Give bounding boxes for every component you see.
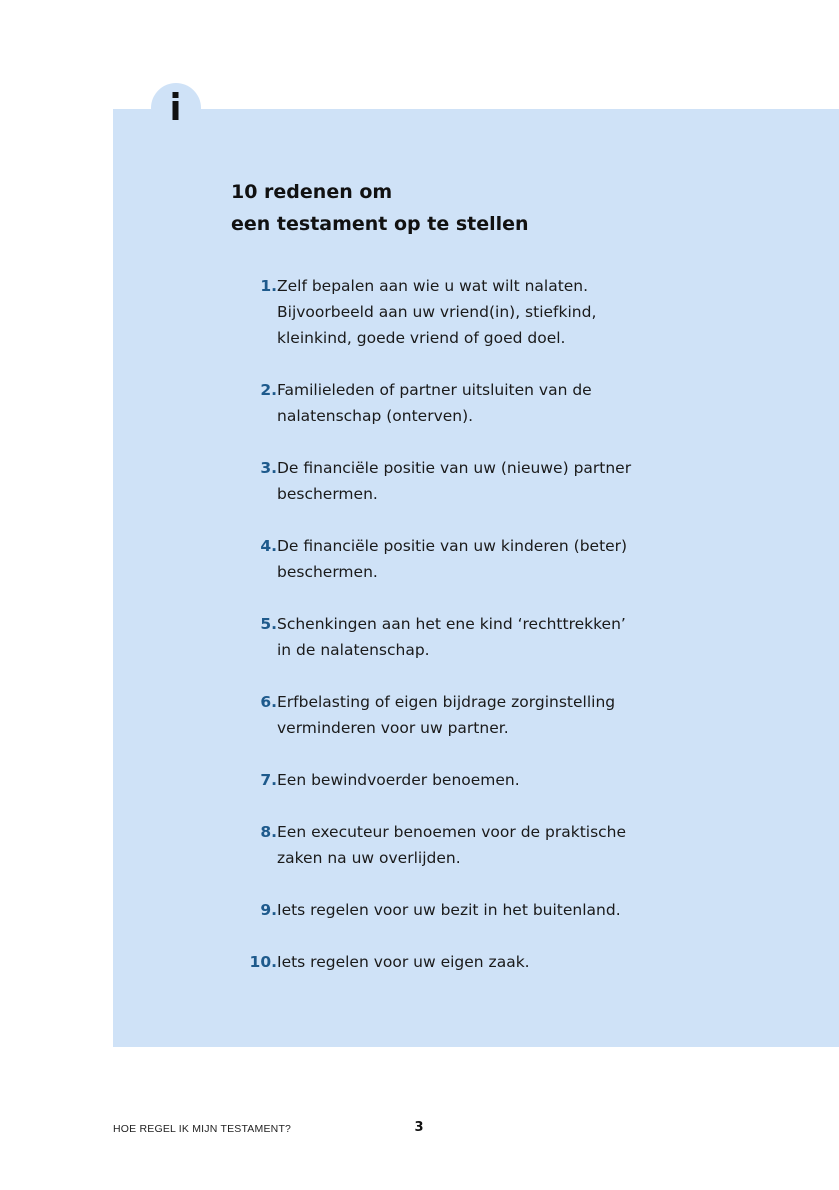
reason-line: Een executeur benoemen voor de praktische bbox=[277, 823, 627, 841]
reason-line: Iets regelen voor uw bezit in het buitenland. bbox=[277, 901, 621, 919]
info-box-title bbox=[231, 176, 529, 240]
reason-number: 9. bbox=[260, 901, 277, 919]
reason-line: kleinkind, goede vriend of goed doel. bbox=[277, 329, 566, 347]
info-badge bbox=[151, 83, 201, 133]
reason-line: beschermen. bbox=[277, 563, 378, 581]
reason-line: zaken na uw overlijden. bbox=[277, 849, 461, 867]
reason-text bbox=[277, 273, 645, 351]
reason-item bbox=[225, 767, 645, 793]
reason-line: Schenkingen aan het ene kind ‘rechttrekken’ bbox=[277, 615, 626, 633]
reason-item bbox=[225, 819, 645, 871]
reason-number: 2. bbox=[260, 381, 277, 399]
reason-line: verminderen voor uw partner. bbox=[277, 719, 509, 737]
reason-item bbox=[225, 533, 645, 585]
reason-item bbox=[225, 273, 645, 351]
reason-number: 5. bbox=[260, 615, 277, 633]
reason-line: De financiële positie van uw (nieuwe) partner bbox=[277, 459, 632, 477]
reason-text bbox=[277, 689, 645, 741]
reason-line: Bijvoorbeeld aan uw vriend(in), stiefkind, bbox=[277, 303, 597, 321]
reason-item bbox=[225, 897, 645, 923]
reason-text bbox=[277, 767, 645, 793]
reason-line: Zelf bepalen aan wie u wat wilt nalaten. bbox=[277, 277, 589, 295]
reason-item bbox=[225, 377, 645, 429]
reason-text bbox=[277, 897, 645, 923]
reason-text bbox=[277, 949, 645, 975]
reason-number: 3. bbox=[260, 459, 277, 477]
reason-text bbox=[277, 377, 645, 429]
reason-number: 1. bbox=[260, 277, 277, 295]
reason-text bbox=[277, 455, 645, 507]
reason-line: beschermen. bbox=[277, 485, 378, 503]
reason-number: 6. bbox=[260, 693, 277, 711]
reason-line: Een bewindvoerder benoemen. bbox=[277, 771, 520, 789]
reason-line: De financiële positie van uw kinderen (beter) bbox=[277, 537, 628, 555]
reason-number: 8. bbox=[260, 823, 277, 841]
reason-number: 7. bbox=[260, 771, 277, 789]
title-line: een testament op te stellen bbox=[231, 213, 529, 235]
reason-line: in de nalatenschap. bbox=[277, 641, 430, 659]
title-line: 10 redenen om bbox=[231, 181, 393, 203]
reason-item bbox=[225, 611, 645, 663]
reason-item bbox=[225, 455, 645, 507]
reason-line: Iets regelen voor uw eigen zaak. bbox=[277, 953, 530, 971]
reason-number: 10. bbox=[249, 953, 277, 971]
reason-line: Familieleden of partner uitsluiten van de bbox=[277, 381, 592, 399]
reason-text bbox=[277, 819, 645, 871]
info-icon bbox=[170, 92, 182, 124]
reason-item bbox=[225, 689, 645, 741]
reason-line: Erfbelasting of eigen bijdrage zorginstelling bbox=[277, 693, 616, 711]
page-number: 3 bbox=[414, 1120, 424, 1135]
footer-document-title: HOE REGEL IK MIJN TESTAMENT? bbox=[113, 1123, 292, 1135]
reason-number: 4. bbox=[260, 537, 277, 555]
reason-item bbox=[225, 949, 645, 975]
reason-line: nalatenschap (onterven). bbox=[277, 407, 474, 425]
reason-text bbox=[277, 533, 645, 585]
reasons-list bbox=[225, 273, 645, 1001]
reason-text bbox=[277, 611, 645, 663]
